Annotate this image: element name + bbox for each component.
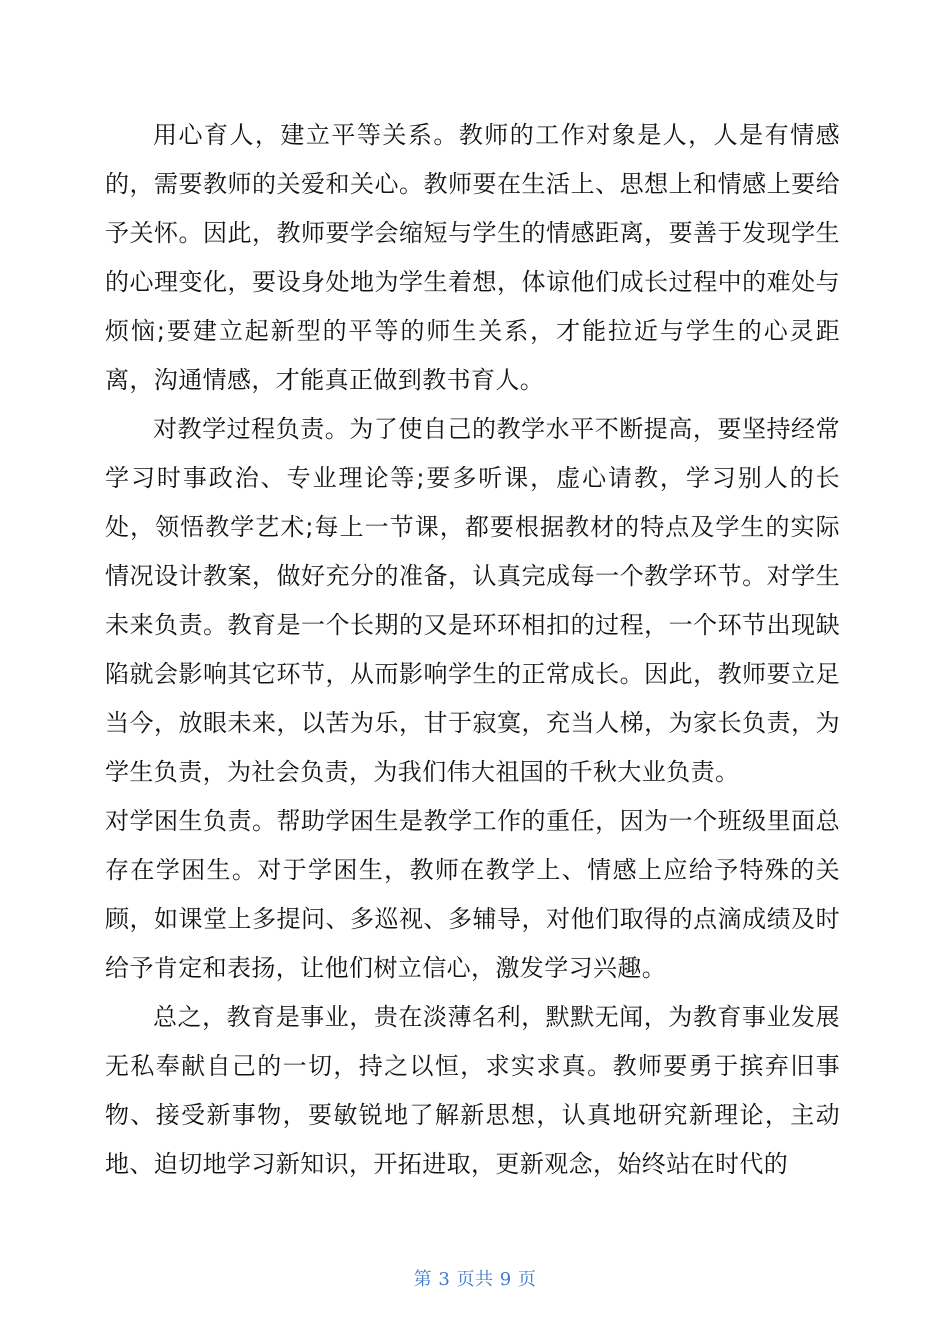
paragraph-3: 对学困生负责。帮助学困生是教学工作的重任，因为一个班级里面总存在学困生。对于学困生，教师在教学上、情感上应给予特殊的关顾，如课堂上多提问、多巡视、多辅导，对他们取得的点滴成绩及时给予肯定和表扬，让他们树立信心，激发学习兴趣。 <box>105 807 840 982</box>
paragraph-2: 对教学过程负责。为了使自己的教学水平不断提高，要坚持经常学习时事政治、专业理论等;要多听课，虚心请教，学习别人的长处，领悟教学艺术;每上一节课，都要根据教材的特点及学生的实际情况设计教案，做好充分的准备，认真完成每一个教学环节。对学生未来负责。教育是一个长期的又是环环相扣的过程，一个环节出现缺陷就会影响其它环节，从而影响学生的正常成长。因此，教师要立足当今，放眼未来，以苦为乐，甘于寂寞，充当人梯，为家长负责，为学生负责，为社会负责，为我们伟大祖国的千秋大业负责。 <box>105 415 840 786</box>
paragraph-4: 总之，教育是事业，贵在淡薄名利，默默无闻，为教育事业发展无私奉献自己的一切，持之以恒，求实求真。教师要勇于摈弃旧事物、接受新事物，要敏锐地了解新思想，认真地研究新理论，主动地、迫切地学习新知识，开拓进取，更新观念，始终站在时代的 <box>105 1003 840 1178</box>
page-number-footer: 第 3 页共 9 页 <box>413 1269 537 1290</box>
paragraph-1: 用心育人，建立平等关系。教师的工作对象是人，人是有情感的，需要教师的关爱和关心。教师要在生活上、思想上和情感上要给予关怀。因此，教师要学会缩短与学生的情感距离，要善于发现学生的心理变化，要设身处地为学生着想，体谅他们成长过程中的难处与烦恼;要建立起新型的平等的师生关系，才能拉近与学生的心灵距离，沟通情感，才能真正做到教书育人。 <box>105 121 840 394</box>
document-body <box>105 111 840 1189</box>
